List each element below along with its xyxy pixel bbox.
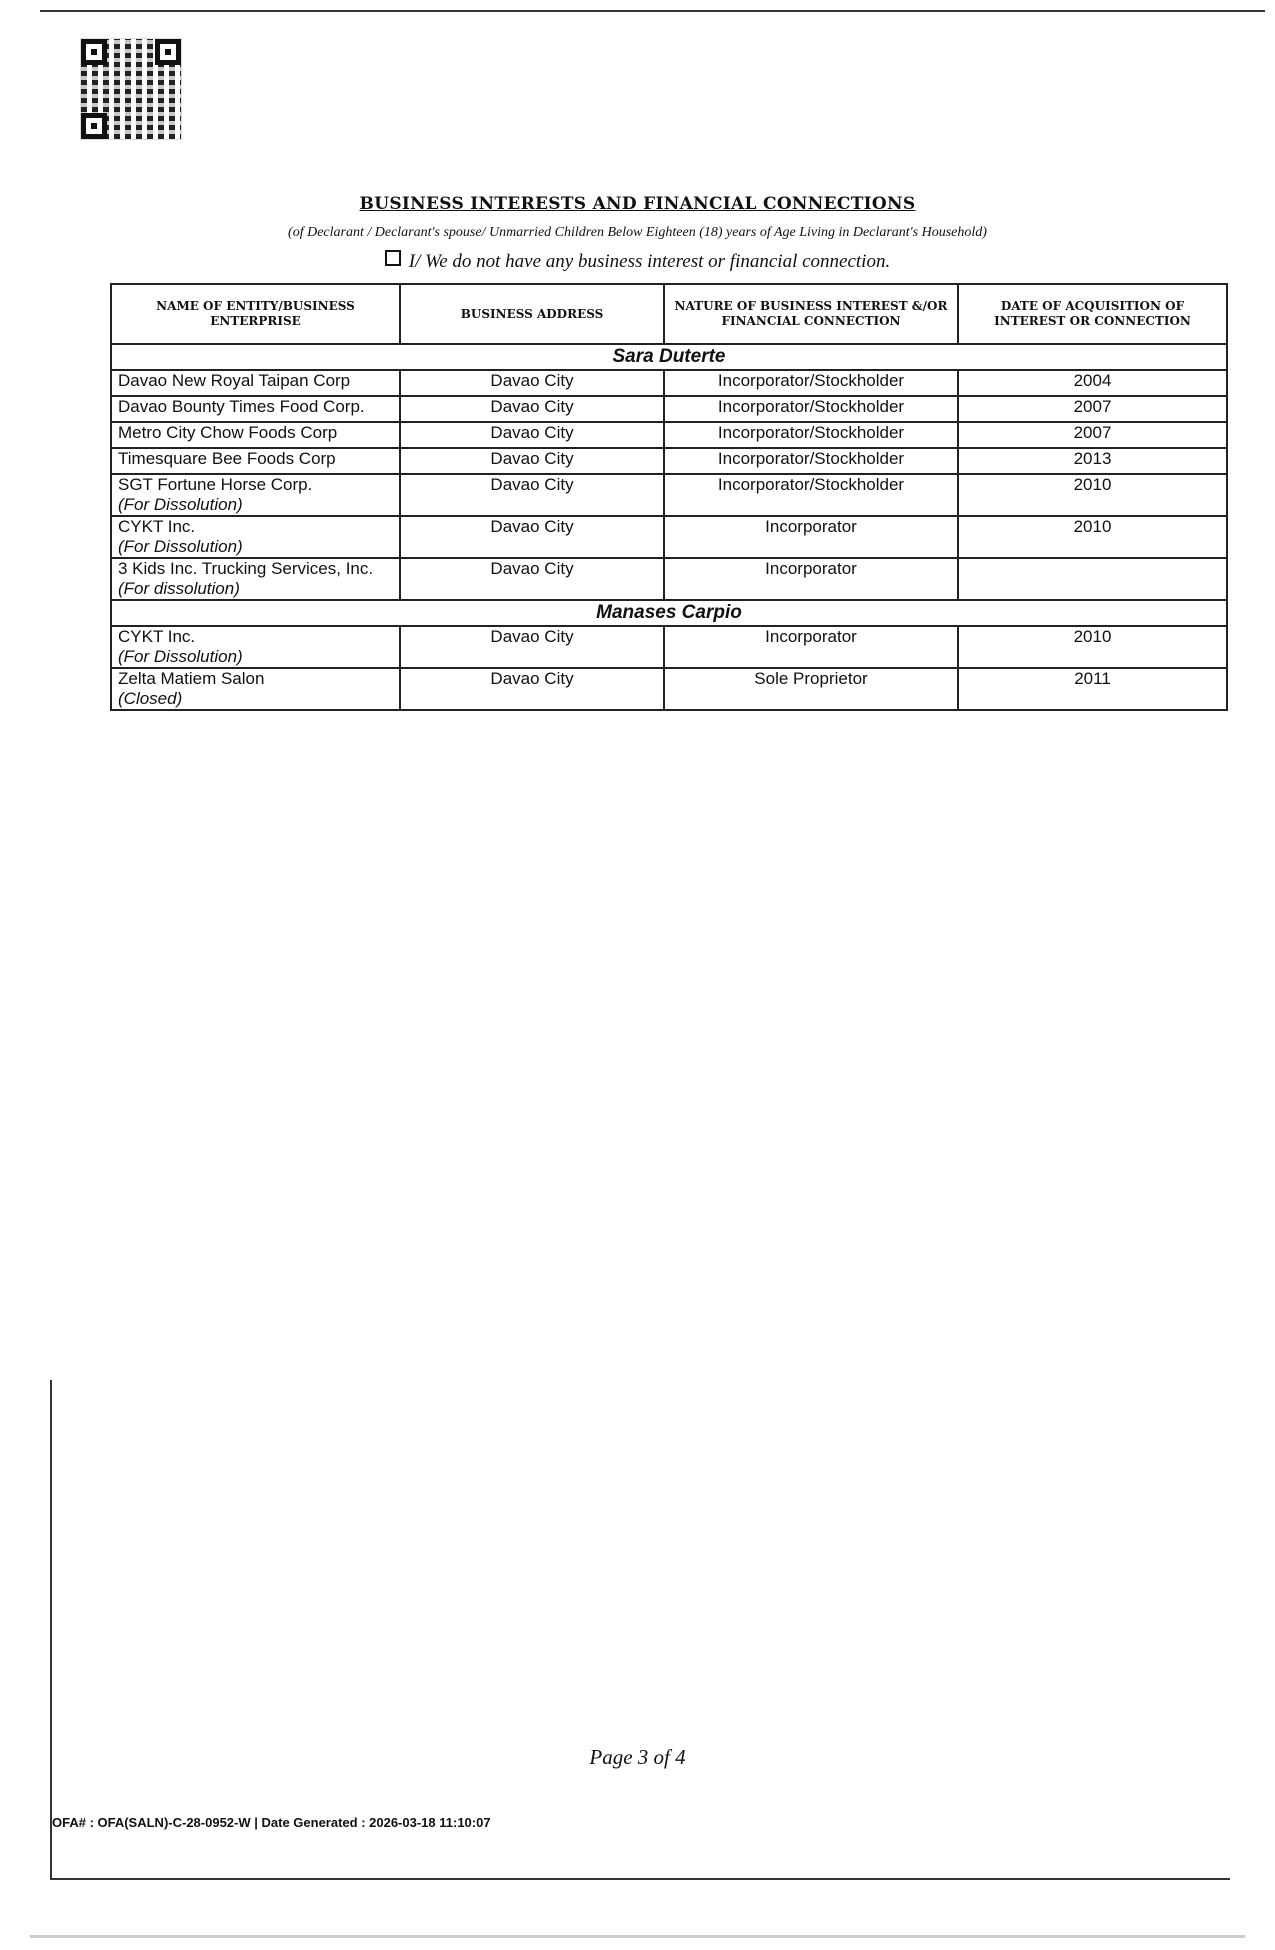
table-row <box>111 448 1227 474</box>
group-row <box>111 344 1227 370</box>
header-date-of-acquisition: DATE OF ACQUISITION OF INTEREST OR CONNECTION <box>958 284 1227 344</box>
address-cell: Davao City <box>400 396 664 422</box>
entity-name-cell <box>111 626 400 668</box>
top-border-line <box>40 10 1265 12</box>
nature-cell: Incorporator/Stockholder <box>664 370 958 396</box>
entity-status-note: (Closed) <box>118 689 183 708</box>
address-cell: Davao City <box>400 422 664 448</box>
table-header-row <box>111 284 1227 344</box>
table-row <box>111 558 1227 600</box>
qr-code-icon <box>80 38 182 140</box>
table-row <box>111 668 1227 710</box>
page-bottom-rule <box>30 1935 1245 1938</box>
group-name: Sara Duterte <box>111 344 1227 370</box>
table-row <box>111 516 1227 558</box>
left-border-line <box>50 1380 52 1880</box>
nature-cell: Incorporator <box>664 558 958 600</box>
entity-status-note: (For Dissolution) <box>118 537 243 556</box>
date-cell: 2011 <box>958 668 1227 710</box>
table-row <box>111 474 1227 516</box>
entity-name-cell <box>111 668 400 710</box>
document-footer: OFA# : OFA(SALN)-C-28-0952-W | Date Generated : 2026-03-18 11:10:07 <box>52 1815 491 1830</box>
qr-finder-pattern <box>81 39 107 65</box>
date-cell: 2007 <box>958 422 1227 448</box>
nature-cell: Incorporator/Stockholder <box>664 422 958 448</box>
section-subtitle: (of Declarant / Declarant's spouse/ Unmarried Children Below Eighteen (18) years of Age Living in Declarant's Household) <box>288 225 987 240</box>
address-cell: Davao City <box>400 370 664 396</box>
date-cell: 2010 <box>958 516 1227 558</box>
section-title: BUSINESS INTERESTS AND FINANCIAL CONNECTIONS <box>359 194 916 214</box>
entity-name: SGT Fortune Horse Corp. <box>118 475 313 494</box>
page-number: Page 3 of 4 <box>589 1745 686 1769</box>
entity-name-cell <box>111 396 400 422</box>
entity-status-note: (For dissolution) <box>118 579 240 598</box>
entity-status-note: (For Dissolution) <box>118 495 243 514</box>
entity-name-cell <box>111 422 400 448</box>
table-row <box>111 396 1227 422</box>
entity-name-cell <box>111 516 400 558</box>
nature-cell: Incorporator/Stockholder <box>664 474 958 516</box>
entity-name: CYKT Inc. <box>118 517 196 536</box>
date-cell: 2010 <box>958 626 1227 668</box>
date-cell: 2010 <box>958 474 1227 516</box>
entity-name: Zelta Matiem Salon <box>118 669 265 688</box>
address-cell: Davao City <box>400 558 664 600</box>
nature-cell: Incorporator/Stockholder <box>664 396 958 422</box>
group-name: Manases Carpio <box>111 600 1227 626</box>
address-cell: Davao City <box>400 626 664 668</box>
qr-finder-pattern <box>81 113 107 139</box>
date-cell: 2004 <box>958 370 1227 396</box>
group-row <box>111 600 1227 626</box>
address-cell: Davao City <box>400 448 664 474</box>
nature-cell: Incorporator/Stockholder <box>664 448 958 474</box>
header-business-address: BUSINESS ADDRESS <box>400 284 664 344</box>
entity-name-cell <box>111 448 400 474</box>
header-entity-name: NAME OF ENTITY/BUSINESS ENTERPRISE <box>111 284 400 344</box>
bottom-border-line <box>50 1878 1230 1880</box>
no-interest-checkbox[interactable] <box>385 250 401 266</box>
no-interest-option[interactable] <box>0 250 1275 273</box>
header-nature-of-interest: NATURE OF BUSINESS INTEREST &/OR FINANCIAL CONNECTION <box>664 284 958 344</box>
table-row <box>111 370 1227 396</box>
nature-cell: Sole Proprietor <box>664 668 958 710</box>
address-cell: Davao City <box>400 516 664 558</box>
entity-name-cell <box>111 474 400 516</box>
entity-name: Davao Bounty Times Food Corp. <box>118 397 365 416</box>
entity-name-cell <box>111 558 400 600</box>
entity-status-note: (For Dissolution) <box>118 647 243 666</box>
entity-name-cell <box>111 370 400 396</box>
date-cell <box>958 558 1227 600</box>
entity-name: Timesquare Bee Foods Corp <box>118 449 336 468</box>
entity-name: Metro City Chow Foods Corp <box>118 423 338 442</box>
address-cell: Davao City <box>400 668 664 710</box>
address-cell: Davao City <box>400 474 664 516</box>
entity-name: CYKT Inc. <box>118 627 196 646</box>
no-interest-label: I/ We do not have any business interest or financial connection. <box>408 251 891 272</box>
entity-name: Davao New Royal Taipan Corp <box>118 371 351 390</box>
entity-name: 3 Kids Inc. Trucking Services, Inc. <box>118 559 374 578</box>
date-cell: 2013 <box>958 448 1227 474</box>
nature-cell: Incorporator <box>664 626 958 668</box>
table-row <box>111 626 1227 668</box>
nature-cell: Incorporator <box>664 516 958 558</box>
business-interests-table <box>110 283 1228 711</box>
qr-finder-pattern <box>155 39 181 65</box>
table-row <box>111 422 1227 448</box>
date-cell: 2007 <box>958 396 1227 422</box>
